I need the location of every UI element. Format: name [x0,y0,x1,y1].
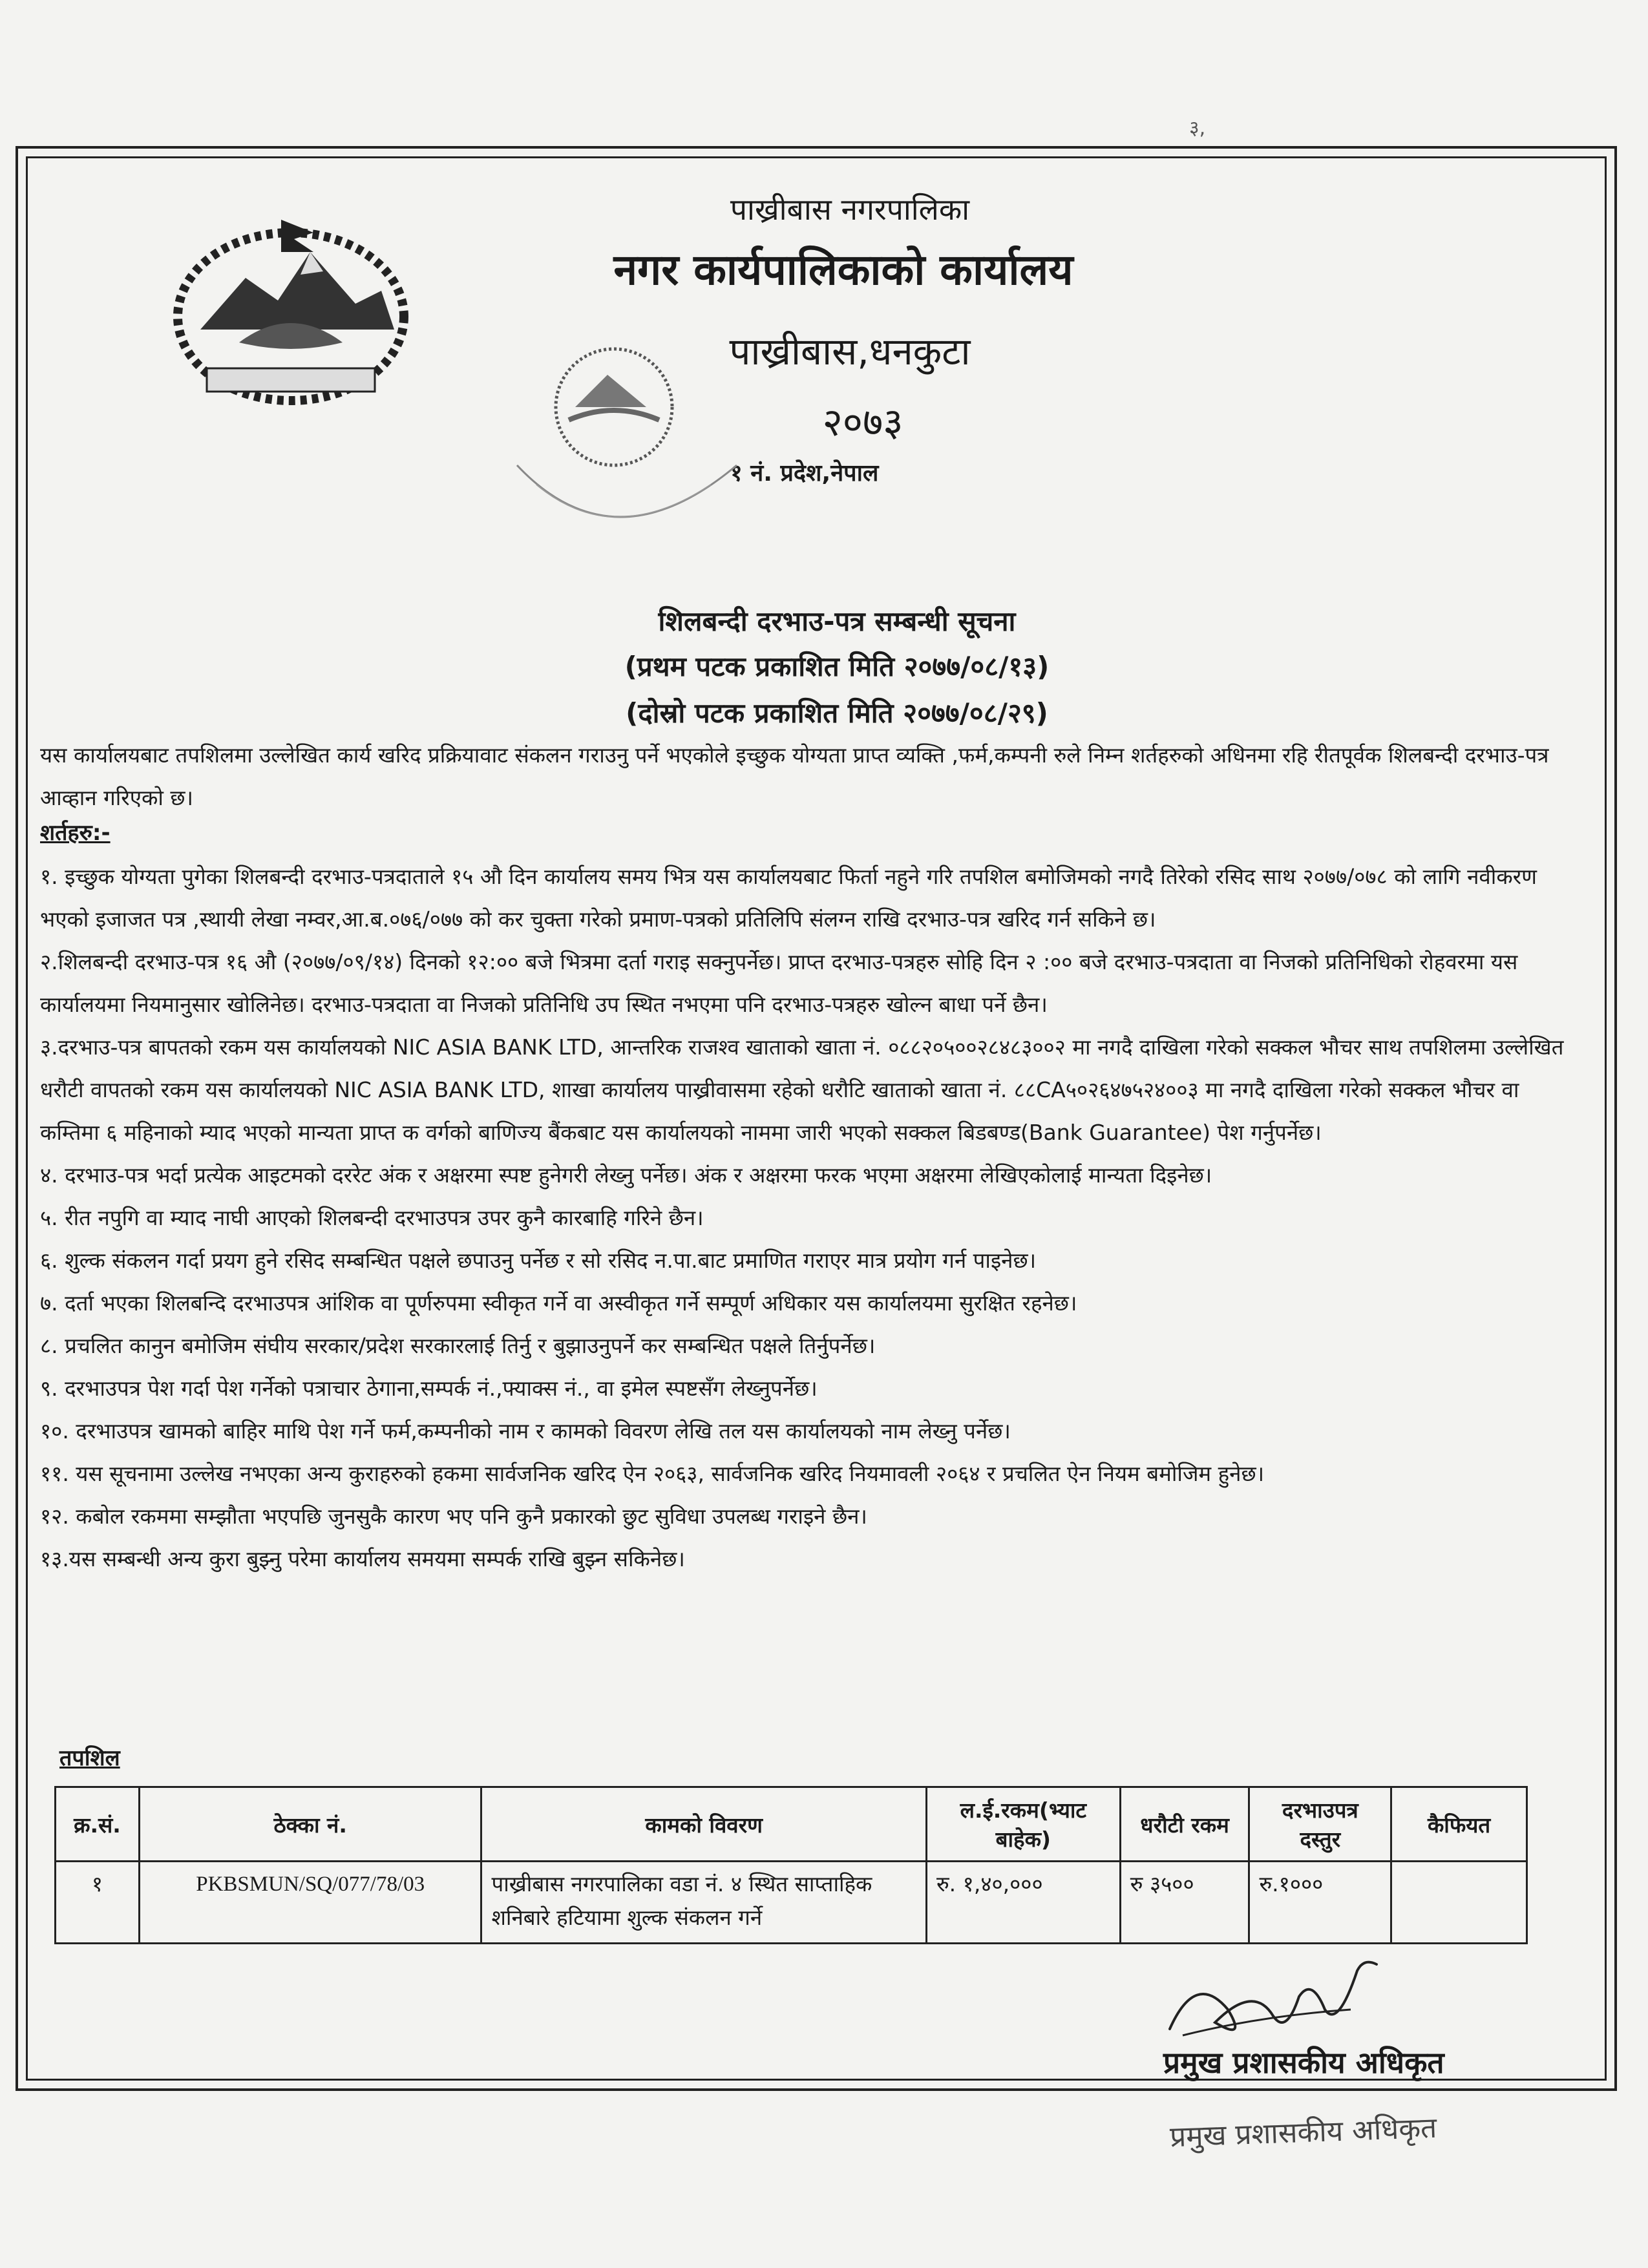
schedule-heading: तपशिल [59,1745,120,1771]
condition-item: १२. कबोल रकममा सम्झौता भएपछि जुनसुकै कारण भए पनि कुनै प्रकारको छुट सुविधा उपलब्ध गराइने छैन। [40,1504,867,1529]
municipality-name: पाख्रीबास नगरपालिका [730,192,970,227]
condition-item: ५. रीत नपुगि वा म्याद नाघी आएको शिलबन्दी दरभाउपत्र उपर कुनै कारबाहि गरिने छैन। [40,1205,704,1230]
contract-number-cell: PKBSMUN/SQ/077/78/03 [139,1862,481,1944]
table-row [56,1862,1527,1944]
condition-item: ९. दरभाउपत्र पेश गर्दा पेश गर्नेको पत्राचार ठेगाना,सम्पर्क नं.,फ्याक्स नं., वा इमेल स्पष्टसँग लेख्नुपर्नेछ। [40,1376,818,1401]
table-header-row [56,1787,1527,1862]
condition-item: ११. यस सूचनामा उल्लेख नभएका अन्य कुराहरुको हकमा सार्वजनिक खरिद ऐन २०६३, सार्वजनिक खरिद नियमावली २०६४ र प्रचलित ऐन नियम बमोजिम हुनेछ। [40,1461,1265,1486]
established-year: २०७३ [822,400,903,445]
first-publication-date: (प्रथम पटक प्रकाशित मिति २०७७/०८/१३) [624,651,1050,682]
column-header: दरभाउपत्र दस्तुर [1249,1787,1391,1862]
condition-item: १३.यस सम्बन्धी अन्य कुरा बुझ्नु परेमा कार्यालय समयमा सम्पर्क राखि बुझ्न सकिनेछ। [40,1546,685,1571]
schedule-table [54,1786,1528,1944]
page-mark: ३, [1189,117,1206,140]
column-header: धरौटी रकम [1120,1787,1249,1862]
notice-intro: यस कार्यालयबाट तपशिलमा उल्लेखित कार्य खरिद प्रक्रियावाट संकलन गराउनु पर्ने भएकोले इच्छुक योग्यता प्राप्त व्यक्ति ,फर्म,कम्पनी रुले निम्न शर्तहरुको अधिनमा रहि रीतपूर्वक शिलबन्दी दरभाउ-पत्र आव्हान गरिएको छ। [40,742,1549,810]
estimate-amount-cell: रु. १,४०,००० [926,1862,1120,1944]
province-name: १ नं. प्रदेश,नेपाल [730,460,879,487]
signatory-title: प्रमुख प्रशासकीय अधिकृत [1163,2045,1444,2080]
column-header: कैफियत [1391,1787,1527,1862]
notice-subject: शिलबन्दी दरभाउ-पत्र सम्बन्धी सूचना [658,605,1016,637]
second-publication-date: (दोस्रो पटक प्रकाशित मिति २०७७/०८/२९) [626,697,1048,729]
serial-number-cell: १ [56,1862,140,1944]
condition-item: २.शिलबन्दी दरभाउ-पत्र १६ औ (२०७७/०९/१४) दिनको १२:०० बजे भित्रमा दर्ता गराइ सक्नुपर्नेछ। प्राप्त दरभाउ-पत्रहरु सोहि दिन २ :०० बजे दरभाउ-पत्रदाता वा निजको प्रतिनिधिको रोहवरमा यस कार्यालयमा नियमानुसार खोलिनेछ। दरभाउ-पत्रदाता वा निजको प्रतिनिधि उप स्थित नभएमा पनि दरभाउ-पत्रहरु खोल्न बाधा पर्ने छैन। [40,949,1518,1017]
conditions-list [40,856,1578,1580]
column-header: ल.ई.रकम(भ्याट बाहेक) [926,1787,1120,1862]
column-header: ठेक्का नं. [139,1787,481,1862]
handwritten-signature [1157,1945,1389,2048]
work-description-cell: पाख्रीबास नगरपालिका वडा नं. ४ स्थित साप्ताहिक शनिबारे हटियामा शुल्क संकलन गर्ने [481,1862,926,1944]
office-name: नगर कार्यपालिकाको कार्यालय [613,245,1073,295]
condition-item: ३.दरभाउ-पत्र बापतको रकम यस कार्यालयको NIC ASIA BANK LTD, आन्तरिक राजश्व खाताको खाता नं. ०८८२०५००२८४८३००२ मा नगदै दाखिला गरेको सक्कल भौचर साथ तपशिलमा उल्लेखित धरौटी वापतको रकम यस कार्यालयको NIC ASIA BANK LTD, शाखा कार्यालय पाख्रीवासमा रहेको धरौटि खाताको खाता नं. ८८CA५०२६४७५२४००३ मा नगदै दाखिला गरेको सक्कल भौचर वा कम्तिमा ६ महिनाको म्याद भएको मान्यता प्राप्त क वर्गको बाणिज्य बैंकबाट यस कार्यालयको नाममा जारी भएको सक्कल बिडबण्ड(Bank Guarantee) पेश गर्नुपर्नेछ। [40,1034,1564,1145]
condition-item: १. इच्छुक योग्यता पुगेका शिलबन्दी दरभाउ-पत्रदाताले १५ औ दिन कार्यालय समय भित्र यस कार्यालयबाट फिर्ता नहुने गरि तपशिल बमोजिमको नगदै तिरेको रसिद साथ २०७७/०७८ को लागि नवीकरण भएको इजाजत पत्र ,स्थायी लेखा नम्वर,आ.ब.०७६/०७७ को कर चुक्ता गरेको प्रमाण-पत्रको प्रतिलिपि संलग्न राखि दरभाउ-पत्र खरिद गर्न सकिने छ। [40,864,1537,932]
condition-item: ८. प्रचलित कानुन बमोजिम संघीय सरकार/प्रदेश सरकारलाई तिर्नु र बुझाउनुपर्ने कर सम्बन्धित पक्षले तिर्नुपर्नेछ। [40,1333,876,1358]
column-header: क्र.सं. [56,1787,140,1862]
deposit-amount-cell: रु ३५०० [1120,1862,1249,1944]
condition-item: ६. शुल्क संकलन गर्दा प्रयग हुने रसिद सम्बन्धित पक्षले छपाउनु पर्नेछ र सो रसिद न.पा.बाट प्रमाणित गराएर मात्र प्रयोग गर्न पाइनेछ। [40,1248,1037,1273]
remarks-cell [1391,1862,1527,1944]
tender-fee-cell: रु.१००० [1249,1862,1391,1944]
office-address: पाख्रीबास,धनकुटा [729,330,971,373]
condition-item: १०. दरभाउपत्र खामको बाहिर माथि पेश गर्ने फर्म,कम्पनीको नाम र कामको विवरण लेखि तल यस कार्यालयको नाम लेख्नु पर्नेछ। [40,1418,1011,1444]
condition-item: ४. दरभाउ-पत्र भर्दा प्रत्येक आइटमको दररेट अंक र अक्षरमा स्पष्ट हुनेगरी लेख्नु पर्नेछ। अंक र अक्षरमा फरक भएमा अक्षरमा लेखिएकोलाई मान्यता दिइनेछ। [40,1162,1212,1188]
handwritten-signatory-note: प्रमुख प्रशासकीय अधिकृत [1169,2111,1437,2154]
condition-item: ७. दर्ता भएका शिलबन्दि दरभाउपत्र आंशिक वा पूर्णरुपमा स्वीकृत गर्ने वा अस्वीकृत गर्ने सम्पूर्ण अधिकार यस कार्यालयमा सुरक्षित रहनेछ। [40,1290,1077,1316]
conditions-heading: शर्तहरु:- [40,820,111,846]
column-header: कामको विवरण [481,1787,926,1862]
office-seal-stamp [478,336,763,594]
